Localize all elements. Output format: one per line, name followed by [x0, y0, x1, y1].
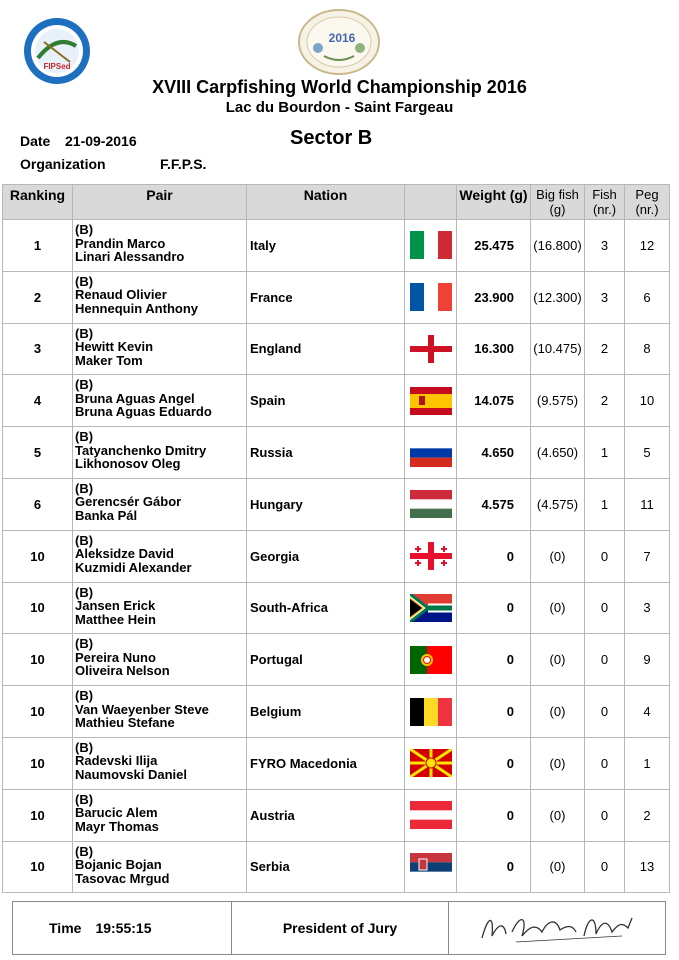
nation-cell: Austria	[247, 789, 405, 841]
italy-flag-icon	[410, 231, 452, 259]
table-row	[3, 737, 670, 789]
nation-cell: Portugal	[247, 634, 405, 686]
spain-flag-icon	[410, 387, 452, 415]
page-subtitle: Lac du Bourdon - Saint Fargeau	[225, 99, 454, 116]
peg-cell: 9	[625, 634, 670, 686]
championship-logo	[296, 8, 382, 76]
angler-1: Hewitt Kevin	[75, 339, 154, 355]
rank-cell: 4	[3, 375, 73, 427]
table-row	[3, 375, 670, 427]
logo-center-text: 2016	[328, 31, 356, 45]
angler-1: Barucic Alem	[75, 805, 158, 821]
peg-cell: 2	[625, 789, 670, 841]
nation-cell: Serbia	[247, 841, 405, 893]
angler-2: Maker Tom	[75, 352, 143, 368]
footer-box	[12, 901, 666, 955]
header-weight: Weight (g)	[457, 185, 531, 220]
header-fish: Fish (nr.)	[585, 185, 625, 220]
bigfish-cell: (16.800)	[531, 220, 585, 272]
rank-cell: 1	[3, 220, 73, 272]
angler-1: Tatyanchenko Dmitry	[75, 442, 207, 458]
weight-cell: 4.650	[457, 427, 531, 479]
fish-count-cell: 2	[585, 323, 625, 375]
angler-2: Naumovski Daniel	[75, 766, 187, 782]
angler-1: Bojanic Bojan	[75, 857, 162, 873]
peg-cell: 12	[625, 220, 670, 272]
header-nation: Nation	[247, 185, 405, 220]
fish-count-cell: 0	[585, 686, 625, 738]
pair-cell	[73, 737, 247, 789]
header-peg: Peg (nr.)	[625, 185, 670, 220]
results-table	[2, 184, 670, 893]
angler-2: Linari Alessandro	[75, 249, 185, 264]
date-label: Date	[20, 133, 51, 149]
pair-cell	[73, 220, 247, 272]
organization-value: F.F.P.S.	[160, 156, 207, 172]
belgium-flag-icon	[410, 698, 452, 726]
angler-2: Hennequin Anthony	[75, 300, 199, 316]
table-row	[3, 582, 670, 634]
angler-1: Jansen Erick	[75, 598, 156, 614]
pair-sector: (B)	[75, 791, 94, 807]
header-pair: Pair	[73, 185, 247, 220]
table-row	[3, 841, 670, 893]
table-row	[3, 478, 670, 530]
signature	[449, 902, 665, 954]
rank-cell: 3	[3, 323, 73, 375]
flag-cell	[405, 789, 457, 841]
peg-cell: 6	[625, 271, 670, 323]
angler-1: Bruna Aguas Angel	[75, 390, 195, 406]
portugal-flag-icon	[410, 646, 452, 674]
weight-cell: 23.900	[457, 271, 531, 323]
table-header-row	[3, 185, 670, 220]
rank-cell: 6	[3, 478, 73, 530]
weight-cell: 0	[457, 582, 531, 634]
angler-1: Gerencsér Gábor	[75, 494, 182, 510]
pair-sector: (B)	[75, 532, 94, 548]
header-ranking: Ranking	[3, 185, 73, 220]
angler-2: Banka Pál	[75, 507, 138, 523]
pair-sector: (B)	[75, 636, 94, 652]
bigfish-cell: (0)	[531, 686, 585, 738]
macedonia-flag-icon	[410, 749, 452, 777]
date-value: 21-09-2016	[65, 133, 137, 149]
angler-2: Bruna Aguas Eduardo	[75, 404, 212, 420]
bigfish-cell: (12.300)	[531, 271, 585, 323]
france-flag-icon	[410, 283, 452, 311]
pair-sector: (B)	[75, 584, 94, 600]
austria-flag-icon	[410, 801, 452, 829]
angler-2: Kuzmidi Alexander	[75, 559, 192, 575]
bigfish-cell: (0)	[531, 841, 585, 893]
angler-2: Mathieu Stefane	[75, 715, 175, 731]
pair-cell	[73, 634, 247, 686]
rank-cell: 10	[3, 686, 73, 738]
nation-cell: Italy	[247, 220, 405, 272]
nation-cell: FYRO Macedonia	[247, 737, 405, 789]
bigfish-cell: (10.475)	[531, 323, 585, 375]
angler-1: Prandin Marco	[75, 235, 166, 251]
flag-cell	[405, 530, 457, 582]
pair-cell	[73, 582, 247, 634]
pair-cell	[73, 478, 247, 530]
nation-cell: Russia	[247, 427, 405, 479]
angler-1: Radevski Ilija	[75, 753, 158, 769]
flag-cell	[405, 220, 457, 272]
nation-cell: Belgium	[247, 686, 405, 738]
flag-cell	[405, 271, 457, 323]
sector-heading: Sector B	[290, 127, 373, 149]
angler-1: Pereira Nuno	[75, 649, 156, 665]
flag-cell	[405, 323, 457, 375]
peg-cell: 8	[625, 323, 670, 375]
weight-cell: 16.300	[457, 323, 531, 375]
pair-cell	[73, 686, 247, 738]
angler-2: Likhonosov Oleg	[75, 456, 181, 472]
pair-sector: (B)	[75, 688, 94, 704]
angler-1: Aleksidze David	[75, 546, 174, 562]
pair-cell	[73, 323, 247, 375]
bigfish-cell: (0)	[531, 530, 585, 582]
table-row	[3, 686, 670, 738]
time-label: Time	[49, 920, 82, 936]
angler-1: Van Waeyenber Steve	[75, 701, 209, 717]
pair-sector: (B)	[75, 325, 94, 341]
angler-2: Oliveira Nelson	[75, 663, 170, 679]
fish-count-cell: 0	[585, 634, 625, 686]
bigfish-cell: (0)	[531, 582, 585, 634]
weight-cell: 0	[457, 530, 531, 582]
pair-sector: (B)	[75, 222, 94, 237]
flag-cell	[405, 634, 457, 686]
time-value: 19:55:15	[95, 920, 152, 936]
logo-left-text: FIPSed	[43, 62, 71, 71]
peg-cell: 13	[625, 841, 670, 893]
pair-cell	[73, 530, 247, 582]
peg-cell: 11	[625, 478, 670, 530]
fipsed-logo	[14, 16, 100, 86]
table-row	[3, 427, 670, 479]
table-row	[3, 323, 670, 375]
peg-cell: 10	[625, 375, 670, 427]
england-flag-icon	[410, 335, 452, 363]
fish-count-cell: 1	[585, 427, 625, 479]
fish-count-cell: 0	[585, 582, 625, 634]
time-cell	[13, 902, 232, 954]
header-bigfish: Big fish (g)	[531, 185, 585, 220]
pair-cell	[73, 427, 247, 479]
bigfish-cell: (4.650)	[531, 427, 585, 479]
pair-cell	[73, 375, 247, 427]
table-row	[3, 271, 670, 323]
nation-cell: South-Africa	[247, 582, 405, 634]
bigfish-cell: (0)	[531, 789, 585, 841]
peg-cell: 1	[625, 737, 670, 789]
president-of-jury-label: President of Jury	[232, 902, 449, 954]
angler-2: Matthee Hein	[75, 611, 156, 627]
pair-sector: (B)	[75, 739, 94, 755]
header-flag	[405, 185, 457, 220]
pair-sector: (B)	[75, 429, 94, 445]
weight-cell: 4.575	[457, 478, 531, 530]
peg-cell: 4	[625, 686, 670, 738]
flag-cell	[405, 841, 457, 893]
bigfish-cell: (9.575)	[531, 375, 585, 427]
angler-2: Mayr Thomas	[75, 818, 159, 834]
rank-cell: 10	[3, 582, 73, 634]
weight-cell: 25.475	[457, 220, 531, 272]
pair-sector: (B)	[75, 273, 94, 289]
flag-cell	[405, 478, 457, 530]
peg-cell: 7	[625, 530, 670, 582]
fish-count-cell: 0	[585, 737, 625, 789]
serbia-flag-icon	[410, 853, 452, 881]
nation-cell: England	[247, 323, 405, 375]
rank-cell: 10	[3, 841, 73, 893]
rank-cell: 2	[3, 271, 73, 323]
fish-count-cell: 3	[585, 271, 625, 323]
rank-cell: 10	[3, 634, 73, 686]
organization-label: Organization	[20, 156, 106, 172]
fish-count-cell: 1	[585, 478, 625, 530]
hungary-flag-icon	[410, 490, 452, 518]
fish-count-cell: 0	[585, 530, 625, 582]
angler-2: Tasovac Mrgud	[75, 870, 170, 886]
nation-cell: Hungary	[247, 478, 405, 530]
bigfish-cell: (0)	[531, 634, 585, 686]
pair-cell	[73, 841, 247, 893]
pair-sector: (B)	[75, 480, 94, 496]
fish-count-cell: 0	[585, 841, 625, 893]
weight-cell: 0	[457, 789, 531, 841]
table-row	[3, 634, 670, 686]
fish-count-cell: 0	[585, 789, 625, 841]
weight-cell: 0	[457, 841, 531, 893]
weight-cell: 0	[457, 634, 531, 686]
flag-cell	[405, 737, 457, 789]
rank-cell: 5	[3, 427, 73, 479]
russia-flag-icon	[410, 439, 452, 467]
nation-cell: Georgia	[247, 530, 405, 582]
bigfish-cell: (0)	[531, 737, 585, 789]
table-row	[3, 530, 670, 582]
rank-cell: 10	[3, 530, 73, 582]
nation-cell: Spain	[247, 375, 405, 427]
pair-sector: (B)	[75, 843, 94, 859]
peg-cell: 3	[625, 582, 670, 634]
angler-1: Renaud Olivier	[75, 287, 167, 303]
peg-cell: 5	[625, 427, 670, 479]
table-row	[3, 789, 670, 841]
south-africa-flag-icon	[410, 594, 452, 622]
pair-cell	[73, 271, 247, 323]
fish-count-cell: 2	[585, 375, 625, 427]
flag-cell	[405, 686, 457, 738]
nation-cell: France	[247, 271, 405, 323]
georgia-flag-icon	[410, 542, 452, 570]
flag-cell	[405, 427, 457, 479]
flag-cell	[405, 375, 457, 427]
pair-cell	[73, 789, 247, 841]
weight-cell: 0	[457, 737, 531, 789]
rank-cell: 10	[3, 789, 73, 841]
pair-sector: (B)	[75, 377, 94, 393]
weight-cell: 0	[457, 686, 531, 738]
weight-cell: 14.075	[457, 375, 531, 427]
flag-cell	[405, 582, 457, 634]
bigfish-cell: (4.575)	[531, 478, 585, 530]
table-row	[3, 220, 670, 272]
fish-count-cell: 3	[585, 220, 625, 272]
rank-cell: 10	[3, 737, 73, 789]
page-title: XVIII Carpfishing World Championship 2016	[152, 77, 527, 97]
